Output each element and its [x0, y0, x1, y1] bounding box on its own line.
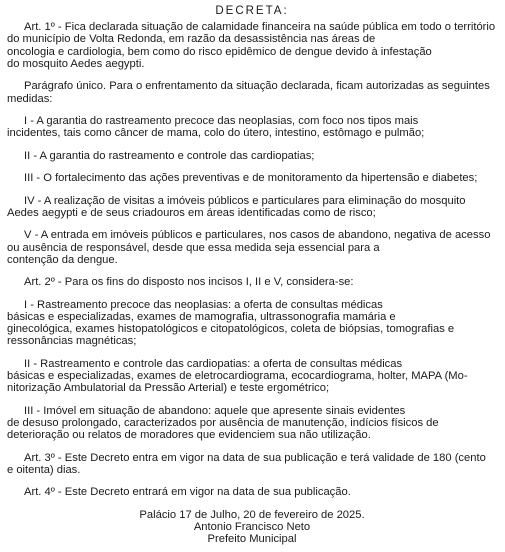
decree-heading: DECRETA:	[215, 5, 289, 17]
sole-paragraph: Parágrafo único. Para o enfrentamento da situação declarada, ficam autorizadas as seguintes medidas:	[7, 80, 490, 105]
signature-name: Antonio Francisco Neto	[193, 521, 311, 534]
article-2: Art. 2º - Para os fins do disposto nos incisos I, II e V, considera-se:	[24, 276, 354, 289]
definition-ii: II - Rastreamento e controle das cardiopatias: a oferta de consultas médicas básicas e especializadas, exames de eletrocardiograma, ecocardiograma, holter, MAPA (Mo- nitorização Ambulatorial da Pressão Arterial) e teste ergométrico;	[7, 357, 468, 395]
signature-place-date: Palácio 17 de Julho, 20 de fevereiro de 2025.	[139, 508, 365, 521]
definition-i: I - Rastreamento precoce das neoplasias: a oferta de consultas médicas básicas e especializadas, exames de mamografia, ultrassonografia mamária e ginecológica, exames histopatológicos e citopatológicos, coleta de biópsias, tomografias e ressonâncias magnéticas;	[7, 298, 455, 348]
measure-i: I - A garantia do rastreamento precoce das neoplasias, com foco nos tipos mais incidentes, tais como câncer de mama, colo do útero, intestino, estômago e pulmão;	[7, 115, 425, 140]
article-4: Art. 4º - Este Decreto entrará em vigor na data de sua publicação.	[24, 486, 351, 499]
measure-ii: II - A garantia do rastreamento e controle das cardiopatias;	[24, 149, 315, 162]
article-3: Art. 3º - Este Decreto entra em vigor na data de sua publicação e terá validade de 180 (cento e oitenta) dias.	[7, 451, 486, 476]
signature-title: Prefeito Municipal	[207, 533, 297, 546]
measure-iv: IV - A realização de visitas a imóveis públicos e particulares para eliminação do mosquito Aedes aegypti e de seus criadouros em áreas identificadas como de risco;	[7, 194, 466, 219]
article-1: Art. 1º - Fica declarada situação de calamidade financeira na saúde pública em todo o território do município de Volta Redonda, em razão da desassistência nas áreas de oncologia e cardiologia, bem como do risco epidêmico de dengue devido à infestação do mosquito Aedes aegypti.	[7, 21, 496, 70]
measure-iii: III - O fortalecimento das ações preventivas e de monitoramento da hipertensão e diabetes;	[24, 172, 478, 185]
definition-iii: III - Imóvel em situação de abandono: aquele que apresente sinais evidentes de desuso prolongado, caracterizados por ausência de manutenção, indícios físicos de deterioração ou relatos de moradores que evidenciem sua não utilização.	[7, 404, 439, 442]
measure-v: V - A entrada em imóveis públicos e particulares, nos casos de abandono, negativa de acesso ou ausência de responsável, desde que essa medida seja essencial para a contenção da dengue.	[7, 229, 491, 266]
